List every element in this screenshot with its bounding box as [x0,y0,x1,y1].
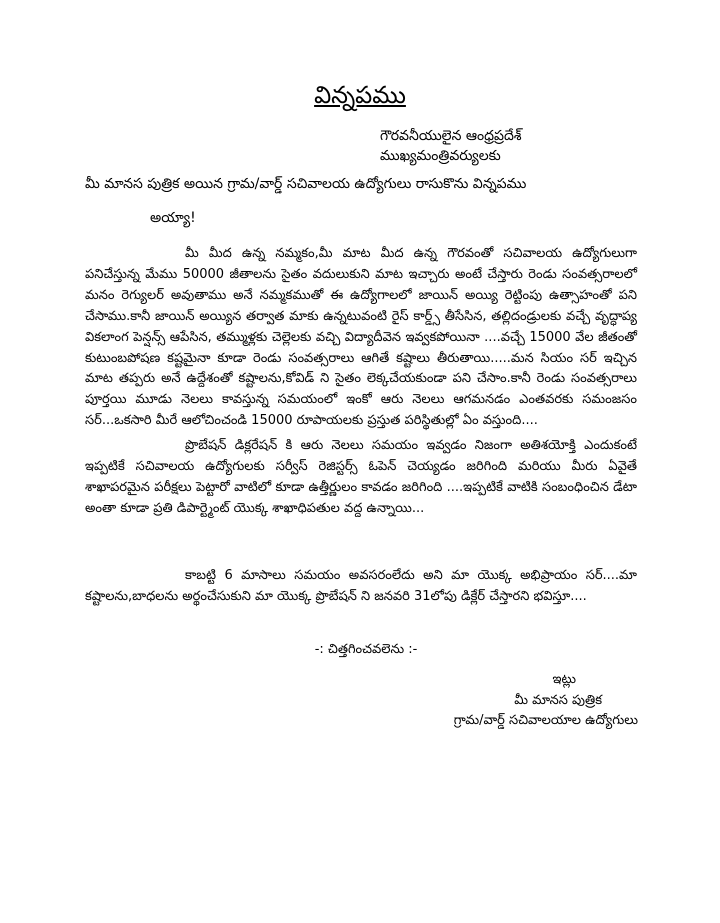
salutation: అయ్యా! [150,210,196,226]
signature-line: ఇట్లు [552,672,576,687]
body-paragraph: కాబట్టి 6 మాసాలు సమయం అవసరంలేదు అని మా యొక్క అభిప్రాయం సర్....మా కష్టాలను,బాధలను అర్థంచేసుకుని మా యొక్క ప్రొబేషన్ ని జనవరి 31లోపు డిక్లేర్ చేస్తారని భవిస్తూ.... [85,568,637,604]
signature-line: మీ మానస పుత్రిక [514,692,602,708]
body-paragraph: మీ మీద ఉన్న నమ్మకం,మీ మాట మీద ఉన్న గౌరవంతో సచివాలయ ఉద్యోగులుగా పనిచేస్తున్న మేము 50000 జీతాలను సైతం వదులుకుని మాట ఇచ్చారు అంటే చేస్తారు రెండు సంవత్సరాలలో మనం రెగ్యులర్ అవుతాము అనే నమ్మకముతో ఈ ఉద్యోగాలలో జాయిన్ అయ్యి రెట్టింపు ఉత్సాహంతో పని చేసాము.కానీ జాయిన్ అయ్యిన తర్వాత మాకు ఉన్నటువంటి రైస్ కార్డ్స్ తీసేసిన, తల్లిదండ్రులకు వచ్చే వృద్ధాప్య వికలాంగ పెన్షన్స్ ఆపేసిన, తమ్ముళ్లకు చెల్లెలకు వచ్చి విద్యాదీవెన ఇవ్వకపోయినా ....వచ్చే 15000 వేల జీతంతో కుటుంబపోషణ కష్టమైనా కూడా రెండు సంవత్సరాలు ఆగితే కష్టాలు తీరుతాయి.....మన సియం సర్ ఇచ్చిన మాట తప్పరు అనే ఉద్దేశంతో కష్టాలను,కోవిడ్ ని సైతం లెక్కచేయకుండా పని చేసాం.కానీ రెండు సంవత్సరాలు పూర్తయి మూడు నెలలు కావస్తున్న సమయంలో ఇంకో ఆరు నెలలు ఆగమనడం ఎంతవరకు సమంజసం సర్...ఒకసారి మీరే ఆలోచించండి 15000 రూపాయలకు ప్రస్తుత పరిస్థితుల్లో ఏం వస్తుంది.... [85,246,637,429]
addressee-block [380,126,522,166]
page-title: విన్నపము [314,81,406,109]
addressee-line: ముఖ్యమంత్రివర్యులకు [380,148,501,164]
signature-line: గ్రామ/వార్డ్ సచివాలయాల ఉద్యోగులు [453,713,638,728]
body-paragraph: ప్రొబేషన్ డిక్లరేషన్ కి ఆరు నెలలు సమయం ఇవ్వడం నిజంగా అతిశయోక్తి ఎందుకంటే ఇప్పటికే సచివాలయ ఉద్యోగులకు సర్వీస్ రెజిస్టర్స్ ఓపెన్ చెయ్యడం జరిగింది మరియు మీరు ఏవైతే శాఖాపరమైన పరీక్షలు పెట్టారో వాటిలో కూడా ఉత్తీర్ణులం కావడం జరిగింది ....ఇప్పటికే వాటికి సంబంధించిన డేటా అంతా కూడా ప్రతి డిపార్ట్మెంట్ యొక్క శాఖాధిపతుల వద్ద ఉన్నాయి... [85,438,637,516]
signature-block [454,670,638,732]
addressee-line: గౌరవనీయులైన ఆంధ్రప్రదేశ్ [380,128,522,144]
subject-line: మీ మానస పుత్రిక అయిన గ్రామ/వార్డ్ సచివాలయ ఉద్యోగులు రాసుకొను విన్నపము [85,176,527,192]
closing-line: -: చిత్తగించవలెను :- [314,642,418,657]
